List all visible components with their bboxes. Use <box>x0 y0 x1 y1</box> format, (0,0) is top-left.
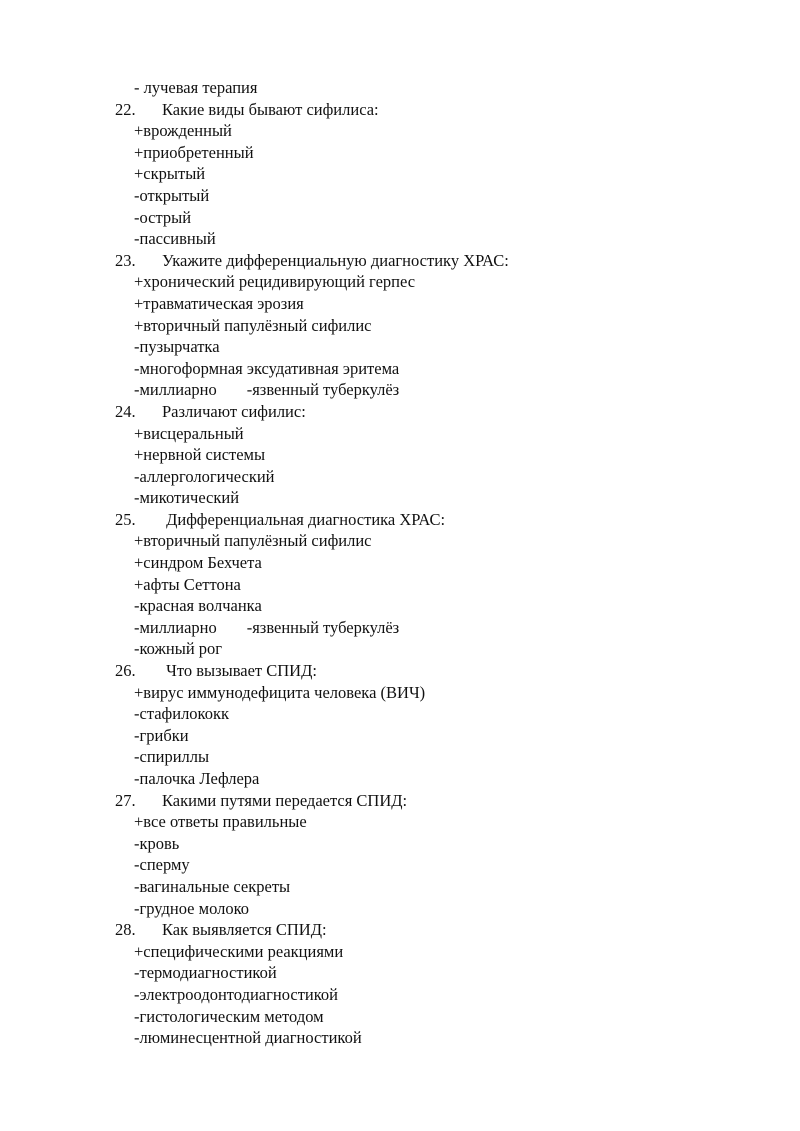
answer-option-text: +все ответы правильные <box>134 812 307 832</box>
answer-option-text: -язвенный туберкулёз <box>246 617 400 637</box>
answer-option-line <box>0 595 800 617</box>
answer-option-line <box>0 530 800 552</box>
question-number: 24. <box>115 401 136 421</box>
answer-option-text: -многоформная эксудативная эритема <box>134 358 400 378</box>
answer-option-text: -аллергологический <box>134 466 275 486</box>
answer-option-line <box>0 487 800 509</box>
question-text: Что вызывает СПИД: <box>162 661 317 681</box>
answer-option-line <box>0 1006 800 1028</box>
answer-option-text: +висцеральный <box>134 423 244 443</box>
answer-option-text: -миллиарно <box>134 380 217 400</box>
answer-option-text: -кожный рог <box>134 639 223 659</box>
answer-option-line <box>0 336 800 358</box>
answer-option-line <box>0 833 800 855</box>
answer-option-text: -спириллы <box>134 747 210 767</box>
answer-option-text: +травматическая эрозия <box>134 293 304 313</box>
question-number: 28. <box>115 920 136 940</box>
answer-option-line <box>0 984 800 1006</box>
answer-option-line <box>0 854 800 876</box>
answer-option-text: -стафилококк <box>134 704 230 724</box>
answer-option-line <box>0 207 800 229</box>
question-line <box>0 401 800 423</box>
answer-option-text: -грудное молоко <box>134 898 250 918</box>
answer-option-line <box>0 293 800 315</box>
answer-option-line <box>0 617 800 639</box>
question-line <box>0 790 800 812</box>
answer-option-line <box>0 423 800 445</box>
answer-option-text: -люминесцентной диагностикой <box>134 1028 362 1048</box>
answer-option-line <box>0 315 800 337</box>
answer-option-line <box>0 703 800 725</box>
answer-option-text: -язвенный туберкулёз <box>246 380 400 400</box>
answer-option-line <box>0 228 800 250</box>
answer-option-text: -электроодонтодиагностикой <box>134 984 338 1004</box>
question-number: 27. <box>115 790 136 810</box>
answer-option-text: +вирус иммунодефицита человека (ВИЧ) <box>134 682 426 702</box>
question-text: Как выявляется СПИД: <box>162 920 327 940</box>
answer-option-line <box>0 466 800 488</box>
question-text: Укажите дифференциальную диагностику ХРАС: <box>162 250 509 270</box>
answer-option-text: +нервной системы <box>134 445 266 465</box>
answer-option-line <box>0 552 800 574</box>
answer-option-text: +скрытый <box>134 164 206 184</box>
answer-option-line <box>0 574 800 596</box>
answer-option-text: -пузырчатка <box>134 337 220 357</box>
answer-option-line <box>0 682 800 704</box>
question-text: Какими путями передается СПИД: <box>162 790 408 810</box>
answer-option-text: -микотический <box>134 488 240 508</box>
answer-option-line <box>0 358 800 380</box>
question-number: 26. <box>115 661 136 681</box>
answer-option-line <box>0 77 800 99</box>
answer-option-text: -пассивный <box>134 229 216 249</box>
answer-option-line <box>0 163 800 185</box>
question-text: Различают сифилис: <box>162 401 306 421</box>
question-line <box>0 250 800 272</box>
answer-option-line <box>0 120 800 142</box>
answer-option-text: -сперму <box>134 855 190 875</box>
answer-option-text: -палочка Лефлера <box>134 769 260 788</box>
question-number: 22. <box>115 99 136 119</box>
answer-option-line <box>0 962 800 984</box>
answer-option-text: +синдром Бехчета <box>134 553 262 573</box>
answer-option-line <box>0 898 800 920</box>
answer-option-text: -острый <box>134 207 192 227</box>
answer-option-text: +приобретенный <box>134 142 254 162</box>
answer-option-text: -грибки <box>134 725 189 745</box>
answer-option-line <box>0 876 800 898</box>
question-line <box>0 919 800 941</box>
answer-option-text: - лучевая терапия <box>134 78 258 97</box>
question-line <box>0 99 800 121</box>
answer-option-text: -гистологическим методом <box>134 1006 324 1026</box>
question-line <box>0 509 800 531</box>
answer-option-text: +специфическими реакциями <box>134 941 344 961</box>
question-number: 23. <box>115 250 136 270</box>
answer-option-text: -вагинальные секреты <box>134 876 291 896</box>
answer-option-text: +хронический рецидивирующий герпес <box>134 272 416 292</box>
question-text: Дифференциальная диагностика ХРАС: <box>162 509 446 529</box>
answer-option-text: -кровь <box>134 833 180 853</box>
answer-option-line <box>0 941 800 963</box>
question-number: 25. <box>115 509 136 529</box>
question-line <box>0 660 800 682</box>
answer-option-line <box>0 638 800 660</box>
answer-option-line <box>0 811 800 833</box>
answer-option-line <box>0 1027 800 1049</box>
answer-option-text: -красная волчанка <box>134 596 262 616</box>
answer-option-text: +афты Сеттона <box>134 574 241 594</box>
test-question-list <box>0 77 800 1049</box>
answer-option-text: -термодиагностикой <box>134 963 277 983</box>
answer-option-line <box>0 379 800 401</box>
answer-option-line <box>0 142 800 164</box>
answer-option-line <box>0 746 800 768</box>
answer-option-text: -миллиарно <box>134 617 217 637</box>
answer-option-text: -открытый <box>134 185 210 205</box>
answer-option-text: +вторичный папулёзный сифилис <box>134 531 372 551</box>
answer-option-text: +вторичный папулёзный сифилис <box>134 315 372 335</box>
answer-option-text: +врожденный <box>134 121 232 141</box>
answer-option-line <box>0 185 800 207</box>
answer-option-line <box>0 768 800 790</box>
question-text: Какие виды бывают сифилиса: <box>162 99 379 119</box>
answer-option-line <box>0 271 800 293</box>
answer-option-line <box>0 444 800 466</box>
answer-option-line <box>0 725 800 747</box>
